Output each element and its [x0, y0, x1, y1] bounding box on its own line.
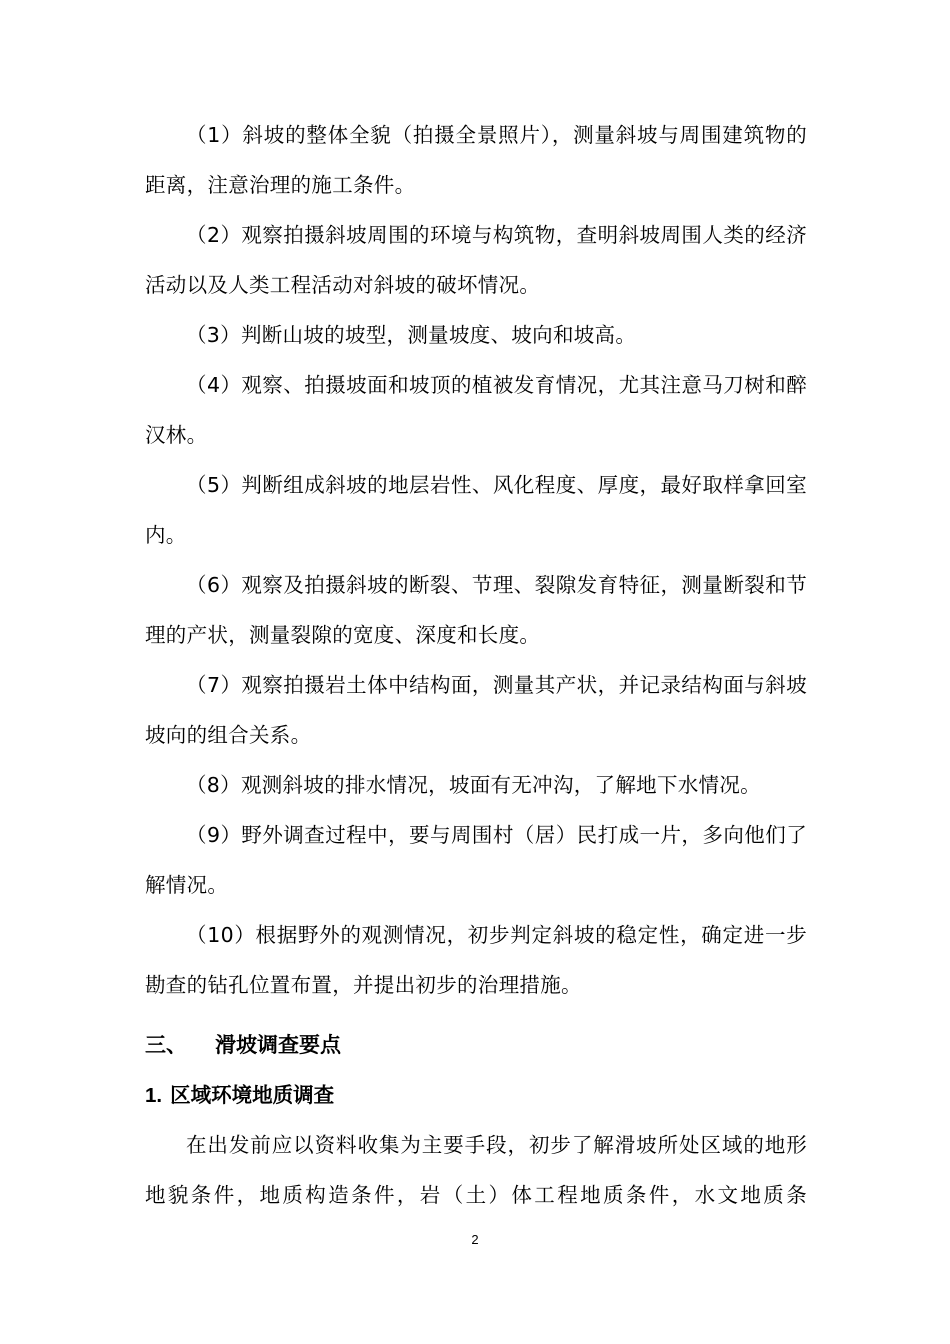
list-item-3: （3）判断山坡的坡型，测量坡度、坡向和坡高。: [186, 323, 637, 347]
subsection-heading: [145, 1070, 334, 1121]
section-heading: [145, 1020, 341, 1070]
list-item-7: （7）观察拍摄岩土体中结构面，测量其产状，并记录结构面与斜坡坡向的组合关系。: [145, 673, 807, 747]
subsection-title: 区域环境地质调查: [170, 1083, 335, 1107]
list-item-10: （10）根据野外的观测情况，初步判定斜坡的稳定性，确定进一步勘查的钻孔位置布置，并提出初步的治理措施。: [145, 923, 807, 997]
subsection-number: 1.: [145, 1084, 163, 1107]
list-item-8: （8）观测斜坡的排水情况，坡面有无冲沟，了解地下水情况。: [186, 773, 761, 797]
list-item-5: （5）判断组成斜坡的地层岩性、风化程度、厚度，最好取样拿回室内。: [145, 473, 807, 547]
list-item-6: （6）观察及拍摄斜坡的断裂、节理、裂隙发育特征，测量断裂和节理的产状，测量裂隙的宽度、深度和长度。: [145, 573, 807, 647]
section-number: 三、: [145, 1033, 187, 1057]
list-item-9: （9）野外调查过程中，要与周围村（居）民打成一片，多向他们了解情况。: [145, 823, 807, 897]
page-number: 2: [471, 1232, 479, 1247]
list-item-4: （4）观察、拍摄坡面和坡顶的植被发育情况，尤其注意马刀树和醉汉林。: [145, 373, 807, 447]
list-item-1: （1）斜坡的整体全貌（拍摄全景照片），测量斜坡与周围建筑物的距离，注意治理的施工条件。: [145, 123, 807, 197]
list-item-2: （2）观察拍摄斜坡周围的环境与构筑物，查明斜坡周围人类的经济活动以及人类工程活动对斜坡的破坏情况。: [145, 223, 807, 297]
body-paragraph: 在出发前应以资料收集为主要手段，初步了解滑坡所处区域的地形地貌条件，地质构造条件，岩（土）体工程地质条件，水文地质条: [145, 1133, 807, 1207]
section-title: 滑坡调查要点: [215, 1033, 341, 1057]
